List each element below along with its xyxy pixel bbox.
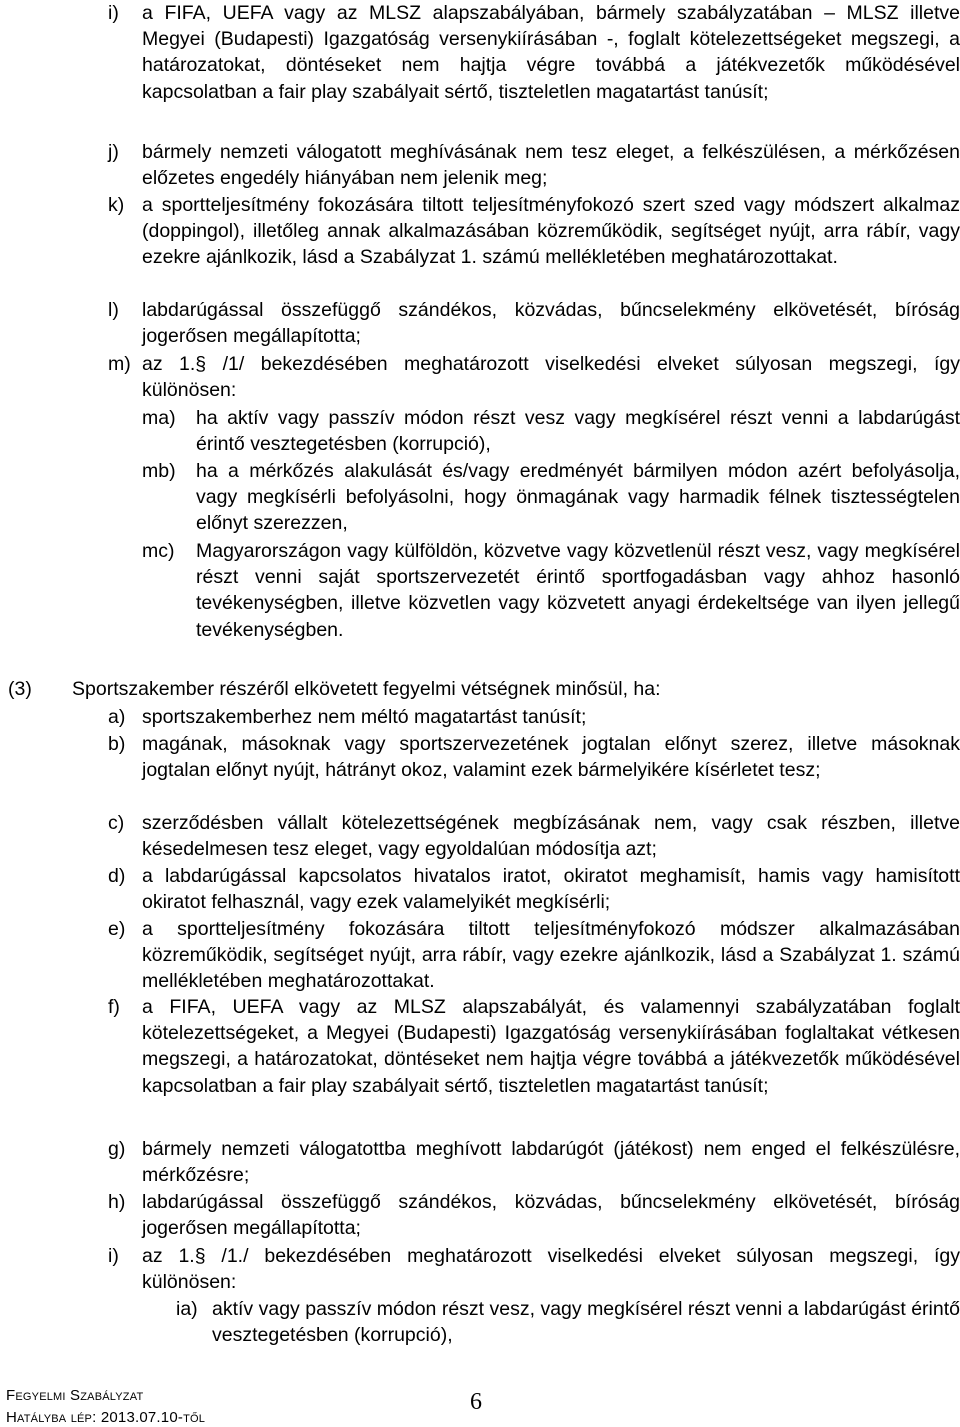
list-item-d	[108, 863, 960, 915]
list-item-f	[108, 994, 960, 1099]
list-item-text: bármely nemzeti válogatottba meghívott labdarúgót (játékost) nem enged el felkészülésre, mérkőzésre;	[142, 1138, 960, 1187]
list-marker: j)	[108, 141, 119, 163]
footer-effective-date: Hatályba lép: 2013.07.10-től	[6, 1409, 206, 1426]
list-item-a	[108, 704, 960, 730]
list-marker: f)	[108, 996, 120, 1018]
list-item-e	[108, 916, 960, 995]
list-item-text: a sportteljesítmény fokozására tiltott teljesítményfokozó szert szed vagy módszert alkalmaz (doppingol), illetőleg annak alkalmazásában közreműködik, segítséget nyújt, arra rábír, vagy ezekre ajánlkozik, lásd a Szabályzat 1. számú mellékletében meghatározottakat.	[142, 194, 960, 269]
list-item-text: az 1.§ /1/ bekezdésében meghatározott viselkedési elveket súlyosan megszegi, így különösen:	[142, 353, 960, 402]
list-item-text: ha aktív vagy passzív módon részt vesz vagy megkísérel részt venni a labdarúgást érintő vesztegetésben (korrupció),	[196, 407, 960, 456]
list-item-text: a FIFA, UEFA vagy az MLSZ alapszabályában, bármely szabályzatában – MLSZ illetve Megyei (Budapesti) Igazgatóság versenykiírásában -, foglalt kötelezettségeket megszegi, a határozatokat, döntéseket nem hajtja végre továbbá a játékvezetők működésével kapcsolatban a fair play szabályait sértő, tiszteletlen magatartást tanúsít;	[142, 2, 960, 103]
list-item-mb	[142, 458, 960, 537]
list-marker: ia)	[176, 1298, 198, 1320]
list-marker: ma)	[142, 407, 176, 429]
list-item-text: labdarúgással összefüggő szándékos, közvádas, bűncselekmény elkövetését, bíróság jogerősen megállapította;	[142, 1191, 960, 1240]
list-item-h	[108, 1189, 960, 1241]
list-item-j	[108, 139, 960, 191]
list-item-i-2	[108, 1243, 960, 1295]
list-item-l	[108, 297, 960, 349]
list-marker: h)	[108, 1191, 126, 1213]
list-item-ma	[142, 405, 960, 457]
section-3-heading	[8, 676, 960, 702]
list-marker: b)	[108, 733, 126, 755]
list-marker: k)	[108, 194, 125, 216]
footer-title: Fegyelmi Szabályzat	[6, 1387, 144, 1404]
list-item-text: aktív vagy passzív módon részt vesz, vagy megkísérel részt venni a labdarúgást érintő vesztegetésben (korrupció),	[212, 1298, 960, 1347]
list-item-text: magának, másoknak vagy sportszervezetének jogtalan előnyt szerez, illetve másoknak jogtalan előnyt nyújt, hátrányt okoz, valamint ezek bármelyikére kísérletet tesz;	[142, 733, 960, 782]
list-marker: mc)	[142, 540, 175, 562]
page-footer	[0, 1381, 960, 1427]
list-item-c	[108, 810, 960, 862]
list-item-text: labdarúgással összefüggő szándékos, közvádas, bűncselekmény elkövetését, bíróság jogerősen megállapította;	[142, 299, 960, 348]
page-number: 6	[470, 1389, 482, 1415]
list-item-text: Magyarországon vagy külföldön, közvetve vagy közvetlenül részt vesz, vagy megkísérel részt venni saját sportszervezetét érintő sportfogadásban vagy ahhoz hasonló tevékenységben, illetve közvetlen vagy közvetett anyagi érdekeltsége van ilyen jellegű tevékenységben.	[196, 540, 960, 641]
list-item-text: az 1.§ /1./ bekezdésében meghatározott viselkedési elveket súlyosan megszegi, így különösen:	[142, 1245, 960, 1294]
list-marker: e)	[108, 918, 126, 940]
list-marker: i)	[108, 1245, 119, 1267]
list-item-m	[108, 351, 960, 403]
list-marker: d)	[108, 865, 126, 887]
section-text: Sportszakember részéről elkövetett fegyelmi vétségnek minősül, ha:	[72, 678, 661, 700]
list-marker: a)	[108, 706, 126, 728]
list-item-text: bármely nemzeti válogatott meghívásának nem tesz eleget, a felkészülésen, a mérkőzésen előzetes engedély hiányában nem jelenik meg;	[142, 141, 960, 190]
section-marker: (3)	[8, 678, 32, 700]
list-item-g	[108, 1136, 960, 1188]
list-marker: c)	[108, 812, 125, 834]
list-item-text: a sportteljesítmény fokozására tiltott teljesítményfokozó módszer alkalmazásában közreműködik, segítséget nyújt, arra rábír, vagy ezekre ajánlkozik, lásd a Szabályzat 1. számú mellékletében meghatározottakat.	[142, 918, 960, 993]
list-marker: i)	[108, 2, 119, 24]
list-item-b	[108, 731, 960, 783]
list-marker: l)	[108, 299, 119, 321]
list-item-k	[108, 192, 960, 271]
list-item-i	[108, 0, 960, 105]
list-item-text: a labdarúgással kapcsolatos hivatalos iratot, okiratot meghamisít, hamis vagy hamisított okiratot felhasznál, vagy ezek valamelyikét megkísérli;	[142, 865, 960, 914]
list-marker: g)	[108, 1138, 126, 1160]
list-item-text: ha a mérkőzés alakulását és/vagy eredményét bármilyen módon azért befolyásolja, vagy megkísérli befolyásolni, hogy önmagának vagy harmadik félnek tisztességtelen előnyt szerezzen,	[196, 460, 960, 535]
list-item-ia	[176, 1296, 960, 1348]
list-item-text: a FIFA, UEFA vagy az MLSZ alapszabályát, és valamennyi szabályzatában foglalt kötelezettségeket, a Megyei (Budapesti) Igazgatóság versenykiírásában foglaltakat vétkesen megszegi, a határozatokat, döntéseket nem hajtja végre továbbá a játékvezetők működésével kapcsolatban a fair play szabályait sértő, tiszteletlen magatartást tanúsít;	[142, 996, 960, 1097]
list-item-text: szerződésben vállalt kötelezettségének megbízásának nem, vagy csak részben, illetve késedelmesen tesz eleget, vagy egyoldalúan módosítja azt;	[142, 812, 960, 861]
list-item-mc	[142, 538, 960, 643]
list-item-text: sportszakemberhez nem méltó magatartást tanúsít;	[142, 706, 587, 728]
list-marker: m)	[108, 353, 131, 375]
list-marker: mb)	[142, 460, 176, 482]
